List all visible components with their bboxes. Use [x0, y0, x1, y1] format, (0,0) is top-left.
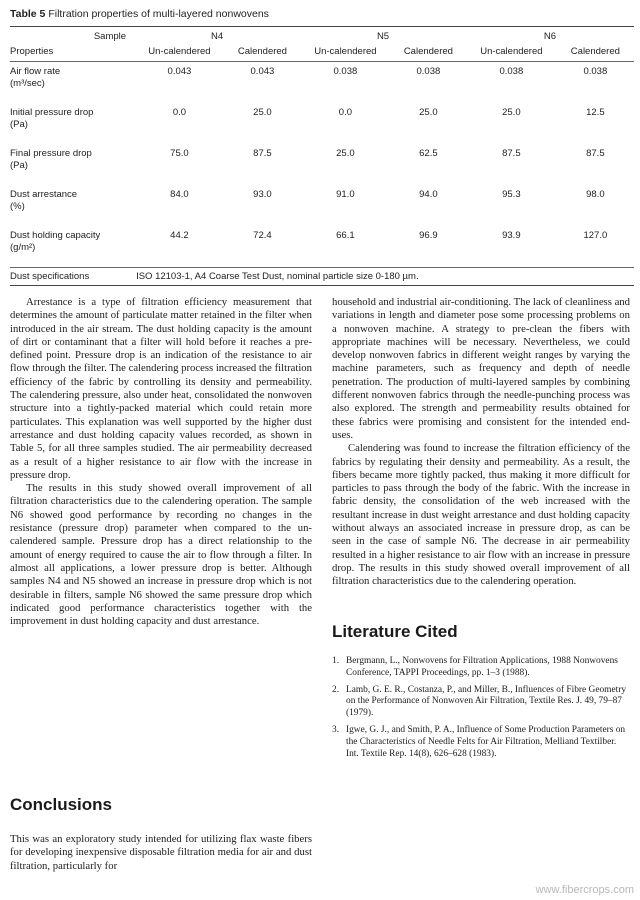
table-cell: 75.0 — [170, 148, 189, 159]
table-bottom-rule-cell — [10, 286, 634, 287]
subheader-n4-cal: Calendered — [237, 46, 287, 57]
table-cell: 62.5 — [419, 148, 438, 159]
table-caption-text: Filtration properties of multi-layered nonwovens — [48, 8, 269, 20]
table-row-air-flow — [10, 62, 634, 104]
table-row-dust-arrestance — [10, 185, 634, 226]
table-cell: 87.5 — [253, 148, 272, 159]
row-label — [10, 185, 134, 226]
table-cell: 87.5 — [586, 148, 605, 159]
row-label-unit: (m³/sec) — [10, 78, 45, 89]
table-cell: 93.9 — [502, 230, 521, 241]
right-column — [332, 296, 630, 589]
table-cell: 0.038 — [499, 66, 524, 77]
table-cell: 0.038 — [416, 66, 441, 77]
reference-text: Igwe, G. J., and Smith, P. A., Influence of Some Production Parameters on the Characteristics of Needle Felts for Air Filtration, Melliand Textilber. Int. Textile Rep. 14(8), 626–628 (1983). — [346, 724, 626, 759]
table-caption-label: Table 5 — [10, 8, 46, 20]
table-row-dust-spec — [10, 268, 634, 286]
table-cell: 25.0 — [336, 148, 355, 159]
table-cell: 25.0 — [502, 107, 521, 118]
row-label — [10, 144, 134, 185]
table-cell: 95.3 — [502, 189, 521, 200]
table-cell: 0.038 — [333, 66, 358, 77]
table-cell: 66.1 — [336, 230, 355, 241]
left-paragraph-2: The results in this study showed overall improvement of all filtration characteristics due to the calendering operation. The sample N6 showed good performance by recording no changes in the resistance (pressure drop) parameter when compared to the un-calendered sample. Pressure drop has a direct relationship to the amount of energy required to cause the air to flow through a filter. In almost all applications, a lower pressure drop is better. Although samples N4 and N5 showed an increase in pressure drop which is not desirable in filters, sample N6 showed the same pressure drop which indicated good performance characteristics together with the improvement in dust holding capacity and dust arrestance. — [10, 482, 312, 628]
reference-number: 3. — [332, 724, 340, 735]
row-label-unit: (Pa) — [10, 160, 28, 171]
subheader-n4-uncal: Un-calendered — [148, 46, 211, 57]
row-label-unit: (g/m²) — [10, 242, 36, 253]
table-cell: 0.043 — [167, 66, 192, 77]
spec-value: ISO 12103-1, A4 Coarse Test Dust, nominal particle size 0-180 µm. — [136, 271, 419, 282]
header-sample: Sample — [93, 31, 127, 42]
filtration-table — [10, 26, 634, 287]
reference-list — [332, 656, 630, 765]
group-n4: N4 — [210, 31, 224, 42]
table-row-dust-holding — [10, 226, 634, 268]
table-cell: 84.0 — [170, 189, 189, 200]
group-n5: N5 — [376, 31, 390, 42]
table-cell: 0.043 — [250, 66, 275, 77]
left-paragraph-1: Arrestance is a type of filtration efficiency measurement that determines the amount of particulate matter retained in the filter when introduced in the air stream. The dust holding capacity is the amount of dirt or contaminant that a filter will hold before it reaches a pre-defined point. Pressure drop is an indication of the resistance to air flow through the filter. The calendering process increased the filtration efficiency of the fabric by controlling its density and permeability. The calendering pressure, also under heat, consolidated the nonwoven structure into a tightly-packed material which could retain more particulates. This explanation was well supported by the higher dust arrestance and dust holding capacity values recorded, as shown in Table 5, for all three samples studied. The air permeability decreased as a result of a higher resistance to air flow with the increase in pressure drop. — [10, 296, 312, 481]
subheader-n5-cal: Calendered — [403, 46, 453, 57]
row-label — [10, 226, 134, 268]
left-column — [10, 296, 312, 628]
table-caption — [10, 8, 634, 20]
table-cell: 91.0 — [336, 189, 355, 200]
table-row-final-pressure — [10, 144, 634, 185]
table-cell: 25.0 — [253, 107, 272, 118]
conclusions-paragraph: This was an exploratory study intended for utilizing flax waste fibers for developing inexpensive disposable filtration media for air and dust filtration, particularly for — [10, 833, 312, 872]
reference-text: Lamb, G. E. R., Costanza, P., and Miller, B., Influences of Fibre Geometry on the Performance of Nonwoven Air Filtration, Textile Res. J. 49, 79–87 (1979). — [346, 684, 627, 719]
table-cell: 72.4 — [253, 230, 272, 241]
reference-number: 2. — [332, 684, 340, 695]
table-header-row-subheaders — [10, 42, 634, 62]
table-cell: 93.0 — [253, 189, 272, 200]
table-header-row-groups — [10, 27, 634, 43]
table-cell: 94.0 — [419, 189, 438, 200]
group-n6: N6 — [543, 31, 557, 42]
row-label-main: Initial pressure drop — [10, 107, 94, 118]
table-bottom-rule — [10, 286, 634, 287]
row-label-unit: (Pa) — [10, 119, 28, 130]
row-label — [10, 103, 134, 144]
table-cell: 127.0 — [583, 230, 608, 241]
row-label-unit: (%) — [10, 201, 25, 212]
table-cell: 44.2 — [170, 230, 189, 241]
table-cell: 0.0 — [172, 107, 187, 118]
table-cell: 96.9 — [419, 230, 438, 241]
reference-text: Bergmann, L., Nonwovens for Filtration Applications, 1988 Nonwovens Conference, TAPPI Proceedings, pp. 1–3 (1988). — [346, 656, 618, 678]
row-label-main: Dust arrestance — [10, 189, 78, 200]
literature-heading: Literature Cited — [332, 622, 458, 641]
conclusions-text — [10, 833, 312, 873]
right-paragraph-1: household and industrial air-conditioning. The lack of cleanliness and variations in length and diameter pose some processing problems on a nonwoven machine. A strategy to pre-clean the fibers with appropriate machines will be necessary. Nevertheless, we could develop nonwoven fabrics in different weight ranges by varying the machine parameters, such as frequency and depth of needle penetration. The production of multi-layered samples by combining different nonwoven fabrics through the needle-punching process was also explored. The strength and permeability results obtained for these fabrics were promising and consistent for the intended end-uses. — [332, 296, 630, 441]
row-label-main: Final pressure drop — [10, 148, 92, 159]
spec-label: Dust specifications — [10, 271, 90, 282]
table-cell: 25.0 — [419, 107, 438, 118]
table-cell: 87.5 — [502, 148, 521, 159]
subheader-n6-uncal: Un-calendered — [480, 46, 543, 57]
table-cell: 12.5 — [586, 107, 605, 118]
right-paragraph-2: Calendering was found to increase the filtration efficiency of the fabrics by regulating their density and permeability. As a result, the fibers became more tightly packed, thus making it more difficult for particles to pass through the body of the fabric. With the increase in fabric density, the consolidation of the web increased with the resultant increase in dust weight arrestance and dust holding capacity without always an associated increase in pressure drop, as can be seen in the case of sample N6. The decrease in air permeability resulted in a higher resistance to air flow with an increase in pressure drop. The results in this study showed overall improvement of all filtration characteristics due to the calendering operation. — [332, 442, 630, 588]
reference-number: 1. — [332, 656, 340, 666]
subheader-n5-uncal: Un-calendered — [314, 46, 377, 57]
table-5 — [10, 8, 634, 287]
table-cell: 98.0 — [586, 189, 605, 200]
table-cell: 0.038 — [583, 66, 608, 77]
conclusions-heading: Conclusions — [10, 795, 113, 814]
subheader-n6-cal: Calendered — [570, 46, 620, 57]
reference-item — [332, 656, 630, 680]
reference-item — [332, 685, 630, 720]
row-label-main: Dust holding capacity — [10, 230, 101, 241]
table-row-initial-pressure — [10, 103, 634, 144]
row-label-main: Air flow rate — [10, 66, 61, 77]
reference-item — [332, 725, 630, 760]
header-properties: Properties — [10, 46, 54, 57]
row-label — [10, 62, 134, 104]
watermark: www.fibercrops.com — [535, 884, 634, 896]
table-cell: 0.0 — [338, 107, 352, 118]
